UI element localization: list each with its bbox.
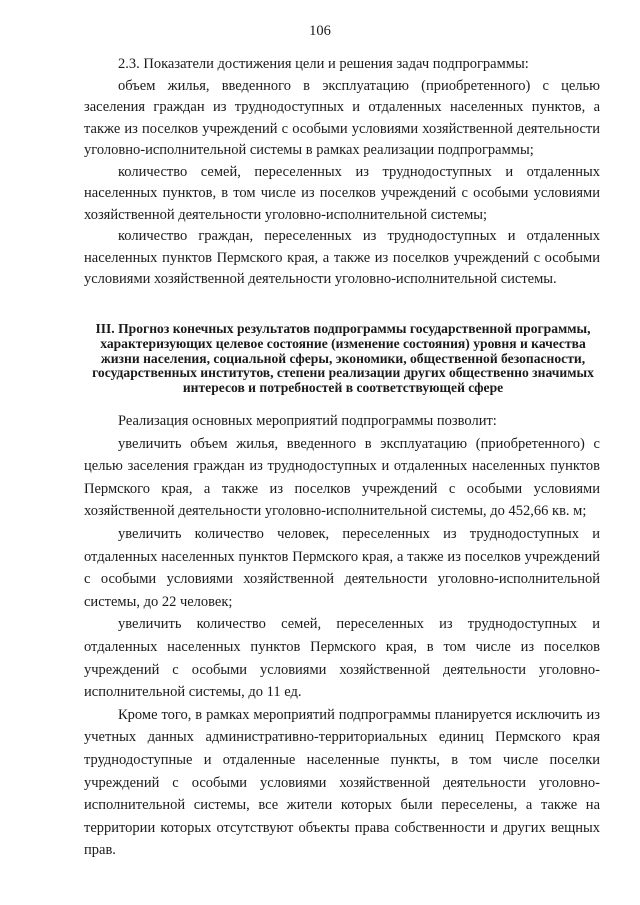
indicator-item: количество семей, переселенных из труднодоступных и отдаленных населенных пунктов, в том числе из поселков учреждений с особыми условиями хозяйственной деятельности уголовно-исполнительной системы; [84, 163, 600, 223]
section-2-3 [84, 54, 600, 291]
indicator-item: объем жилья, введенного в эксплуатацию (приобретенного) с целью заселения граждан из труднодоступных и отдаленных населенных пунктов, а также из поселков учреждений с особыми условиями хозяйственной деятельности уголовно-исполнительной системы в рамках реализации подпрограммы; [84, 77, 600, 158]
indicator-item: количество граждан, переселенных из труднодоступных и отдаленных населенных пунктов Пермского края, а также из поселков учреждений с особыми условиями хозяйственной деятельности уголовно-исполнительной системы. [84, 228, 600, 287]
page-number: 106 [309, 23, 331, 39]
section-3-heading: III. Прогноз конечных результатов подпрограммы государственной программы, характеризующих целевое состояние (изменение состояния) уровня и качества жизни населения, социальной сферы, экономики, общественной безопасности, государственных институтов, степени реализации других общественно значимых интересов и потребностей в соответствующей сфере [92, 321, 594, 396]
result-item: увеличить количество семей, переселенных из труднодоступных и отдаленных населенных пунктов Пермского края, в том числе из поселков учреждений с особыми условиями хозяйственной деятельности уголовно-исполнительной системы, до 11 ед. [84, 616, 600, 701]
section-3-body [84, 410, 600, 862]
closing-paragraph: Кроме того, в рамках мероприятий подпрограммы планируется исключить из учетных данных административно-территориальных единиц Пермского края труднодоступные и отдаленные населенные пункты, в том числе поселки учреждений с особыми условиями хозяйственной деятельности уголовно-исполнительной системы, все жители которых были переселены, а также на территории которых отсутствуют объекты права собственности и других вещных прав. [84, 706, 600, 859]
section-3-intro: Реализация основных мероприятий подпрограммы позволит: [118, 413, 497, 429]
result-item: увеличить объем жилья, введенного в эксплуатацию (приобретенного) с целью заселения граждан из труднодоступных и отдаленных населенных пунктов Пермского края, а также из поселков учреждений с особыми условиями хозяйственной деятельности уголовно-исполнительной системы, до 452,66 кв. м; [84, 435, 600, 520]
section-2-3-title: 2.3. Показатели достижения цели и решения задач подпрограммы: [118, 56, 529, 72]
result-item: увеличить количество человек, переселенных из труднодоступных и отдаленных населенных пунктов Пермского края, а также из поселков учреждений с особыми условиями хозяйственной деятельности уголовно-исполнительной системы, до 22 человек; [84, 525, 600, 610]
